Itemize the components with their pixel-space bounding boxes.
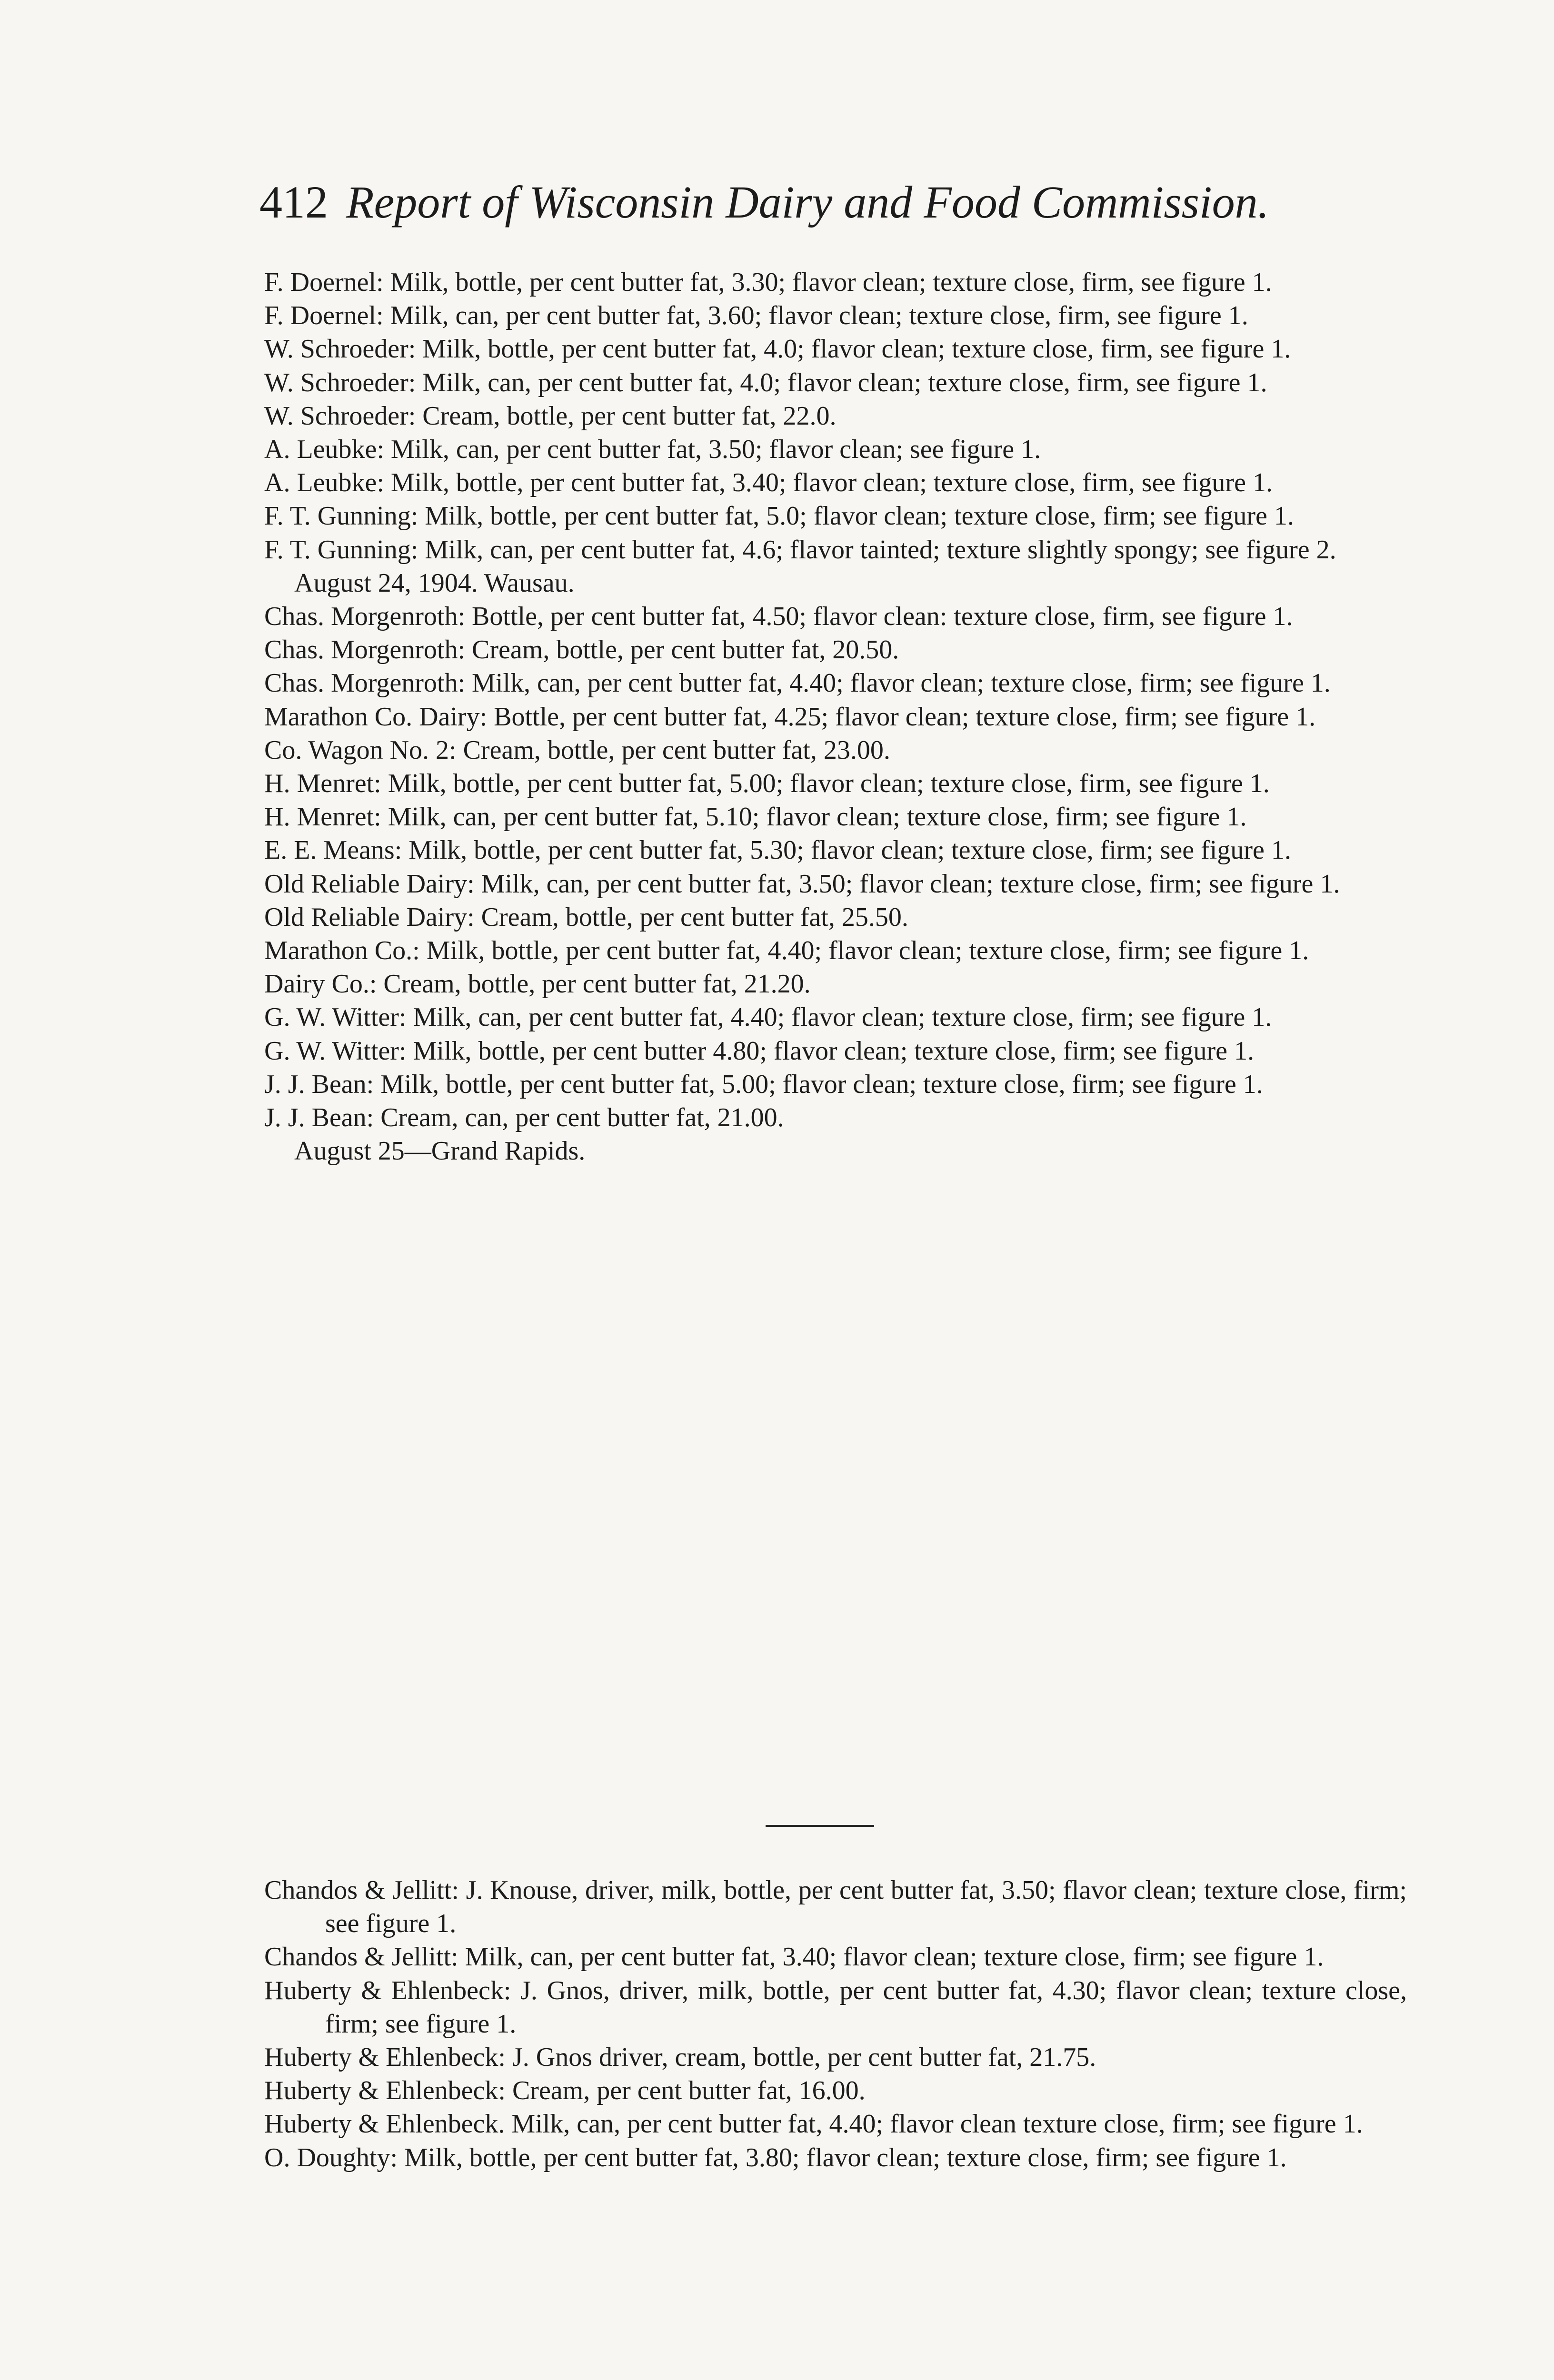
report-entry: J. J. Bean: Cream, can, per cent butter fat, 21.00. [264, 1103, 784, 1133]
page-header [259, 171, 1402, 233]
report-entry: Old Reliable Dairy: Cream, bottle, per cent butter fat, 25.50. [264, 902, 908, 932]
report-entry: F. Doernel: Milk, bottle, per cent butter fat, 3.30; flavor clean; texture close, firm, see figure 1. [264, 268, 1272, 297]
report-entry: Marathon Co.: Milk, bottle, per cent butter fat, 4.40; flavor clean; texture close, firm; see figure 1. [264, 936, 1309, 966]
report-entry: W. Schroeder: Cream, bottle, per cent butter fat, 22.0. [264, 401, 837, 431]
report-entries-wausau [264, 266, 1407, 1168]
date-place-line: August 25—Grand Rapids. [294, 1136, 586, 1166]
report-entry: Marathon Co. Dairy: Bottle, per cent butter fat, 4.25; flavor clean; texture close, firm; see figure 1. [264, 702, 1316, 732]
report-entry: Dairy Co.: Cream, bottle, per cent butter fat, 21.20. [264, 969, 811, 999]
report-entry: J. J. Bean: Milk, bottle, per cent butter fat, 5.00; flavor clean; texture close, firm; see figure 1. [264, 1069, 1263, 1099]
report-entry: H. Menret: Milk, can, per cent butter fat, 5.10; flavor clean; texture close, firm; see figure 1. [264, 802, 1247, 832]
report-entry: Huberty & Ehlenbeck. Milk, can, per cent butter fat, 4.40; flavor clean texture close, firm; see figure 1. [264, 2109, 1363, 2139]
report-entry: F. T. Gunning: Milk, bottle, per cent butter fat, 5.0; flavor clean; texture close, firm; see figure 1. [264, 501, 1294, 531]
report-entry: F. Doernel: Milk, can, per cent butter fat, 3.60; flavor clean; texture close, firm, see figure 1. [264, 301, 1248, 331]
report-entry: G. W. Witter: Milk, bottle, per cent butter 4.80; flavor clean; texture close, firm; see figure 1. [264, 1036, 1254, 1066]
report-entry: A. Leubke: Milk, can, per cent butter fat, 3.50; flavor clean; see figure 1. [264, 435, 1041, 465]
report-entry: H. Menret: Milk, bottle, per cent butter fat, 5.00; flavor clean; texture close, firm, see figure 1. [264, 769, 1270, 799]
report-entry: A. Leubke: Milk, bottle, per cent butter fat, 3.40; flavor clean; texture close, firm, see figure 1. [264, 468, 1273, 498]
report-entry: Huberty & Ehlenbeck: J. Gnos driver, cream, bottle, per cent butter fat, 21.75. [264, 2043, 1096, 2073]
page-number: 412 [259, 177, 328, 228]
date-place-line: August 24, 1904. Wausau. [294, 568, 575, 598]
report-entry: O. Doughty: Milk, bottle, per cent butter fat, 3.80; flavor clean; texture close, firm; see figure 1. [264, 2142, 1287, 2172]
report-entry: Chas. Morgenroth: Bottle, per cent butter fat, 4.50; flavor clean: texture close, firm, see figure 1. [264, 602, 1293, 632]
report-entry: F. T. Gunning: Milk, can, per cent butter fat, 4.6; flavor tainted; texture slightly spongy; see figure 2. [264, 535, 1336, 565]
report-entry: Huberty & Ehlenbeck: Cream, per cent butter fat, 16.00. [264, 2076, 866, 2106]
report-entry: W. Schroeder: Milk, can, per cent butter fat, 4.0; flavor clean; texture close, firm, see figure 1. [264, 367, 1267, 397]
running-title: Report of Wisconsin Dairy and Food Commission. [346, 177, 1269, 228]
report-entry: Old Reliable Dairy: Milk, can, per cent butter fat, 3.50; flavor clean; texture close, firm; see figure 1. [264, 869, 1340, 899]
report-entry: G. W. Witter: Milk, can, per cent butter fat, 4.40; flavor clean; texture close, firm; see figure 1. [264, 1002, 1272, 1032]
report-entry: Chandos & Jellitt: J. Knouse, driver, milk, bottle, per cent butter fat, 3.50; flavor clean; texture close, firm; see figure 1. [264, 1875, 1407, 1939]
report-entries-grand-rapids [264, 1874, 1407, 2174]
report-entry: Chas. Morgenroth: Milk, can, per cent butter fat, 4.40; flavor clean; texture close, firm; see figure 1. [264, 668, 1331, 698]
report-entry: Chandos & Jellitt: Milk, can, per cent butter fat, 3.40; flavor clean; texture close, firm; see figure 1. [264, 1942, 1324, 1972]
section-divider [766, 1825, 874, 1827]
report-entry: E. E. Means: Milk, bottle, per cent butter fat, 5.30; flavor clean; texture close, firm; see figure 1. [264, 835, 1291, 865]
report-entry: W. Schroeder: Milk, bottle, per cent butter fat, 4.0; flavor clean; texture close, firm, see figure 1. [264, 334, 1291, 364]
report-entry: Huberty & Ehlenbeck: J. Gnos, driver, milk, bottle, per cent butter fat, 4.30; flavor clean; texture close, firm; see figure 1. [264, 1975, 1407, 2039]
report-entry: Co. Wagon No. 2: Cream, bottle, per cent butter fat, 23.00. [264, 735, 890, 765]
report-entry: Chas. Morgenroth: Cream, bottle, per cent butter fat, 20.50. [264, 635, 899, 665]
